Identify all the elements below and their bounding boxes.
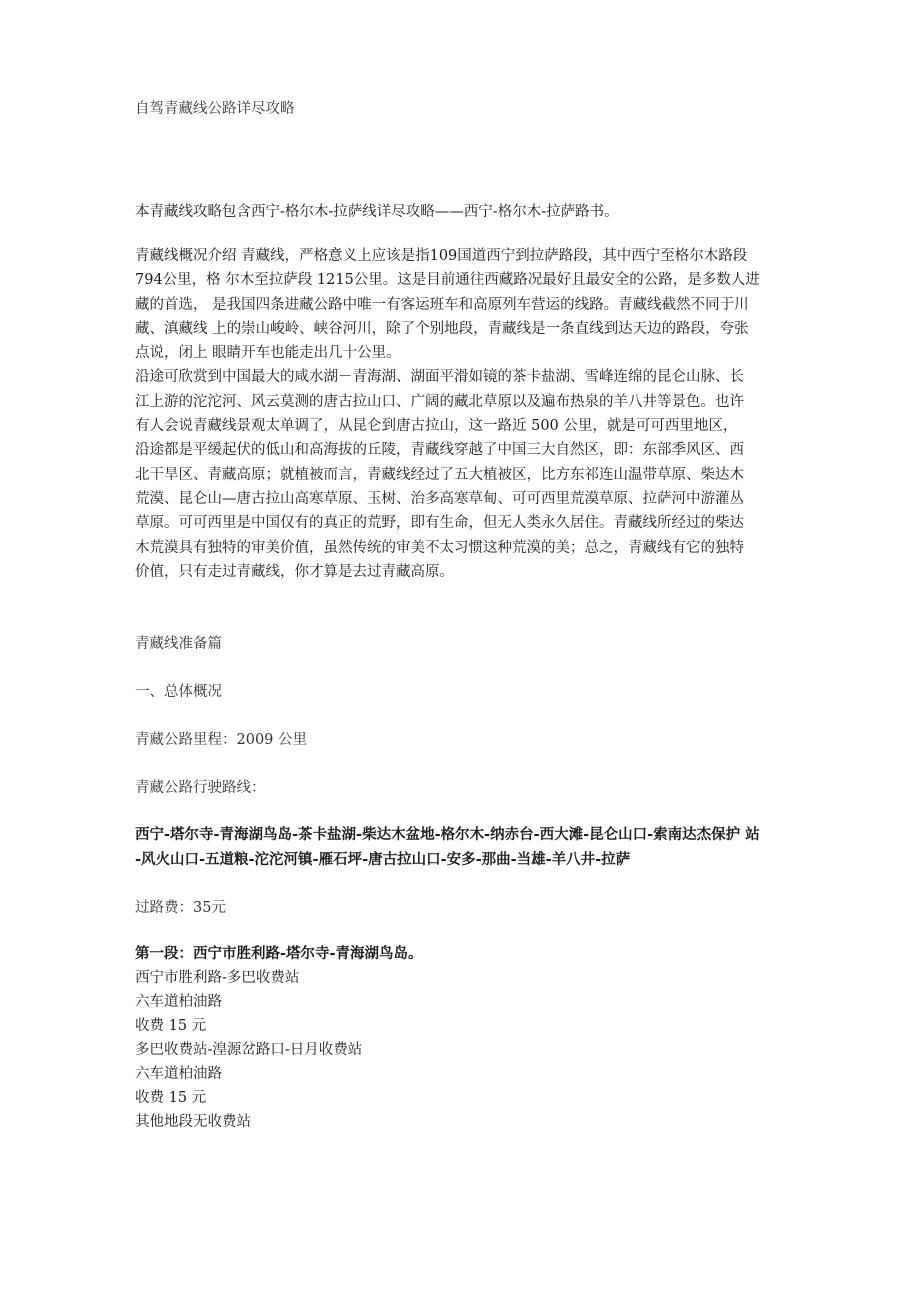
toll-text: 过路费：35元 bbox=[135, 900, 226, 916]
overview-line: 有人会说青藏线景观太单调了，从昆仑到唐古拉山，这一路近 500 公里，就是可可西里地区， bbox=[135, 418, 738, 435]
segment1-line: 西宁市胜利路-多巴收费站 bbox=[135, 970, 300, 986]
overview-line: 青藏线概况介绍 青藏线，严格意义上应该是指109国道西宁到拉萨路段，其中西宁至格尔木路段 bbox=[135, 248, 748, 264]
overview-line: 木荒漠具有独特的审美价值，虽然传统的审美不太习惯这种荒漠的美；总之，青藏线有它的独特 bbox=[135, 539, 744, 556]
prep-heading: 青藏线准备篇 bbox=[135, 636, 222, 652]
overview-line: 草原。可可西里是中国仅有的真正的荒野，即有生命，但无人类永久居住。青藏线所经过的柴达 bbox=[135, 515, 744, 532]
overview-line: 沿途可欣赏到中国最大的咸水湖－青海湖、湖面平滑如镜的茶卡盐湖、雪峰连绵的昆仑山脉、长 bbox=[135, 369, 744, 386]
segment1-line: 六车道柏油路 bbox=[135, 1066, 222, 1082]
intro-text: 本青藏线攻略包含西宁-格尔木-拉萨线详尽攻略——西宁-格尔木-拉萨路书。 bbox=[135, 204, 619, 220]
section1-heading: 一、总体概况 bbox=[135, 684, 222, 700]
segment1-line: 六车道柏油路 bbox=[135, 994, 222, 1010]
overview-line: 794公里，格 尔木至拉萨段 1215公里。这是目前通往西藏路况最好且最安全的公路，是多数人进 bbox=[135, 272, 760, 289]
route-line: 西宁-塔尔寺-青海湖鸟岛-茶卡盐湖-柴达木盆地-格尔木-纳赤台-西大滩-昆仑山口-索南达杰保护 站 bbox=[135, 826, 760, 843]
segment1-line: 多巴收费站-湟源岔路口-日月收费站 bbox=[135, 1042, 363, 1058]
overview-line: 沿途都是平缓起伏的低山和高海拔的丘陵，青藏线穿越了中国三大自然区，即：东部季风区、西 bbox=[135, 442, 744, 459]
overview-line: 藏的首选， 是我国四条进藏公路中唯一有客运班车和高原列车营运的线路。青藏线截然不同于川 bbox=[135, 296, 749, 313]
overview-paragraph bbox=[135, 244, 795, 584]
overview-line: 点说，闭上 眼睛开车也能走出几十公里。 bbox=[135, 345, 401, 362]
overview-line: 北干旱区、青藏高原；就植被而言，青藏线经过了五大植被区，比方东祁连山温带草原、柴达木 bbox=[135, 466, 744, 483]
route-line: -风火山口-五道粮-沱沱河镇-雁石坪-唐古拉山口-安多-那曲-当雄-羊八井-拉萨 bbox=[135, 851, 631, 868]
overview-line: 江上游的沱沱河、风云莫测的唐古拉山口、广阔的藏北草原以及遍布热泉的羊八井等景色。也许 bbox=[135, 393, 744, 410]
overview-line: 藏、滇藏线 上的崇山峻岭、峡谷河川，除了个别地段，青藏线是一条直线到达天边的路段，夸张 bbox=[135, 320, 749, 337]
segment1-heading: 第一段：西宁市胜利路-塔尔寺-青海湖鸟岛。 bbox=[135, 945, 423, 962]
overview-line: 荒漠、昆仑山—唐古拉山高寒草原、玉树、治多高寒草甸、可可西里荒漠草原、拉萨河中游灌丛 bbox=[135, 490, 744, 507]
document-title: 自驾青藏线公路详尽攻略 bbox=[135, 101, 295, 117]
overview-line: 价值，只有走过青藏线，你才算是去过青藏高原。 bbox=[135, 563, 454, 580]
route-label: 青藏公路行驶路线： bbox=[135, 780, 266, 796]
segment1-line: 其他地段无收费站 bbox=[135, 1114, 251, 1130]
segment1-line: 收费 15 元 bbox=[135, 1090, 207, 1106]
mileage-text: 青藏公路里程：2009 公里 bbox=[135, 732, 308, 748]
segment1-line: 收费 15 元 bbox=[135, 1018, 207, 1034]
